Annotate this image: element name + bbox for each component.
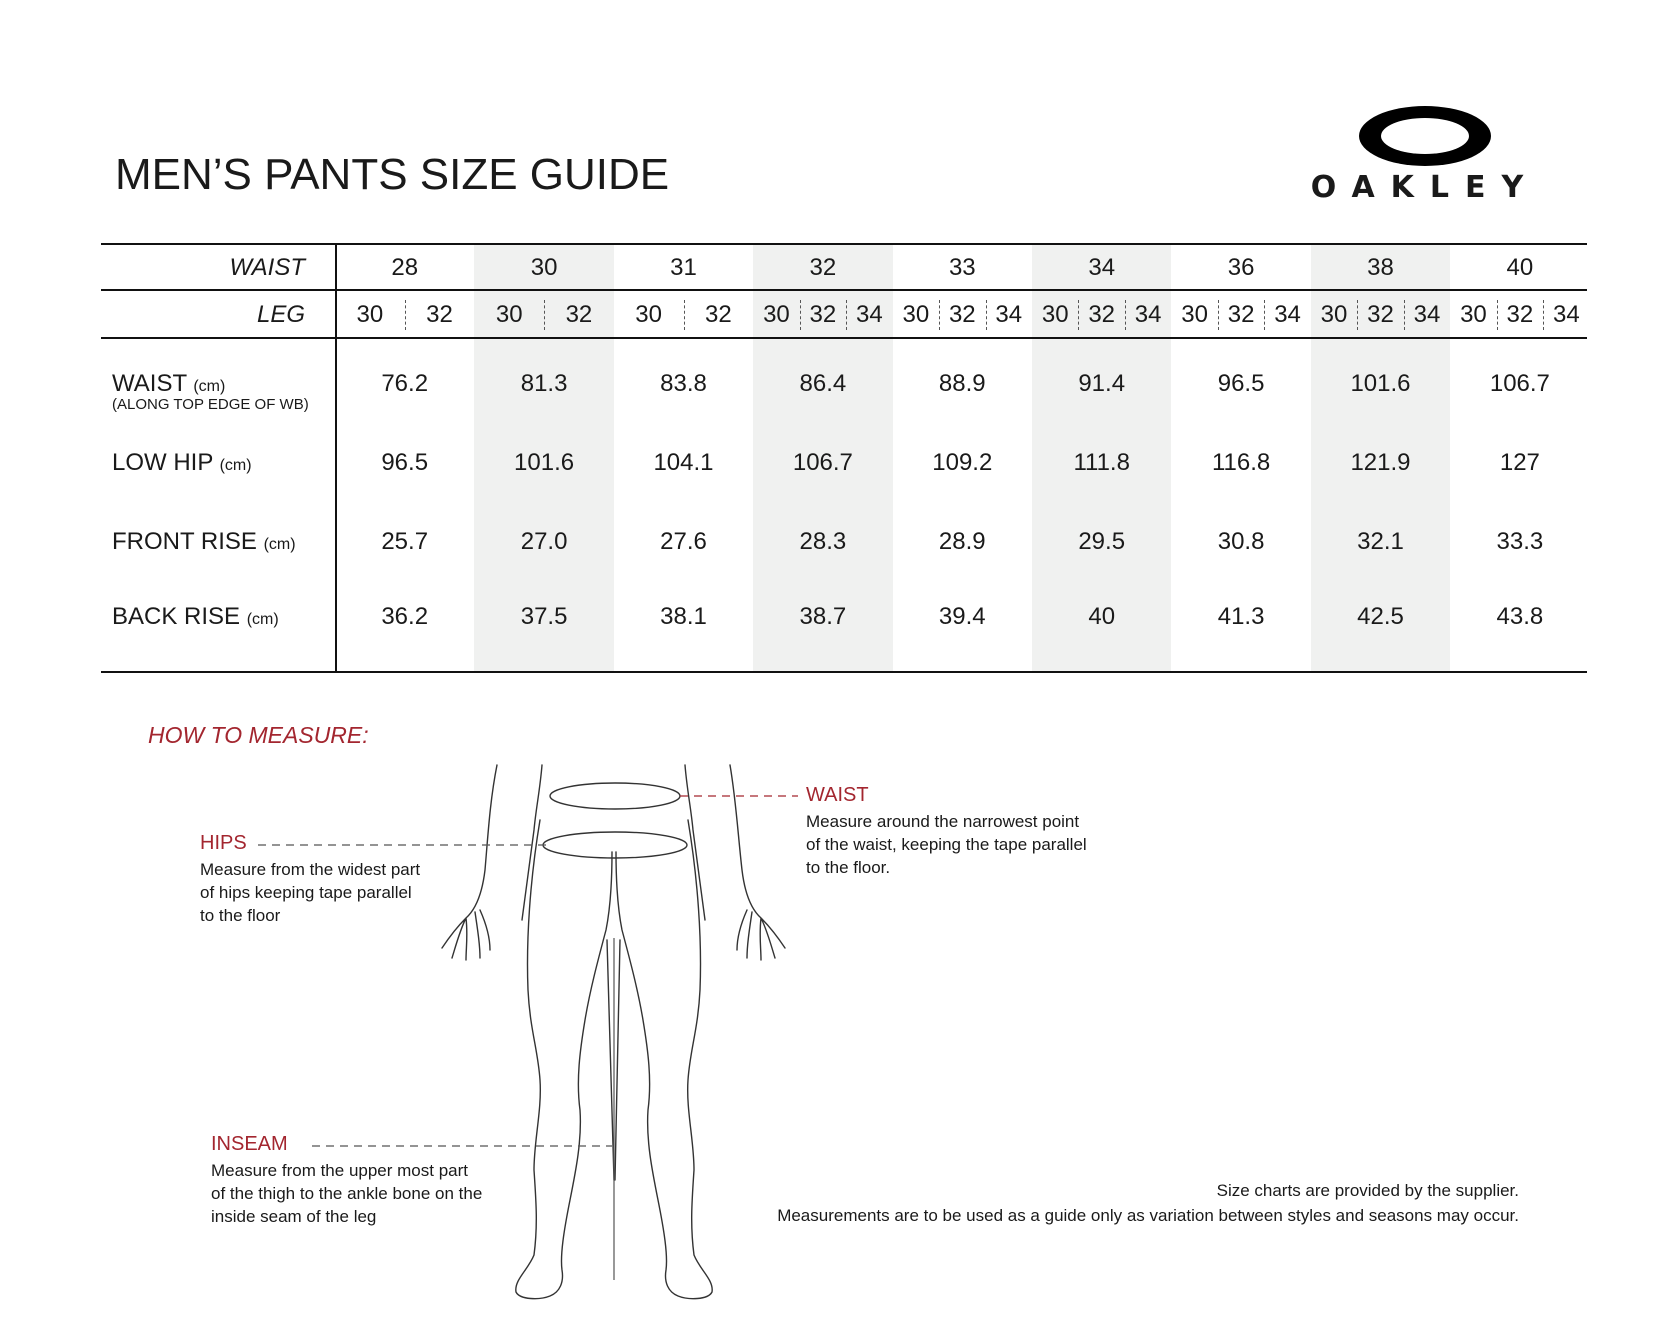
waist-size-header: 32 [809, 254, 837, 281]
waist-line-3: to the floor. [806, 858, 891, 877]
waist-size-header: 38 [1367, 254, 1394, 281]
hips-line-3: to the floor [200, 906, 281, 925]
leg-header: LEG [256, 301, 305, 328]
hips-title: HIPS [200, 832, 247, 854]
hips-description [200, 858, 520, 927]
table-cell: 28.9 [938, 528, 986, 555]
table-cell: 38.1 [660, 603, 707, 630]
table-cell: 106.7 [1489, 370, 1550, 397]
table-cell: 86.4 [799, 370, 847, 397]
leg-size-header: 30 [495, 301, 523, 328]
table-cell: 38.7 [799, 603, 847, 630]
leg-size-header: 32 [1506, 301, 1534, 328]
inseam-description [211, 1159, 531, 1228]
row-label [112, 528, 296, 556]
leg-size-header: 30 [356, 301, 384, 328]
page-title: MEN’S PANTS SIZE GUIDE [115, 150, 670, 199]
inseam-line-1: Measure from the upper most part [211, 1161, 469, 1180]
waist-size-header: 31 [670, 254, 697, 281]
waist-size-header: 34 [1088, 254, 1116, 281]
row-label-text: FRONT RISE [112, 528, 257, 555]
leg-separator [1404, 300, 1405, 330]
table-cell: 91.4 [1078, 370, 1126, 397]
leg-size-header: 32 [1367, 301, 1394, 328]
table-cell: 83.8 [660, 370, 707, 397]
row-label [112, 603, 279, 631]
leg-separator [1543, 300, 1544, 330]
table-cell: 88.9 [938, 370, 986, 397]
table-cell: 27.0 [520, 528, 568, 555]
table-cell: 104.1 [653, 449, 714, 476]
leg-separator [1125, 300, 1126, 330]
disclaimer-line-1: Size charts are provided by the supplier. [1216, 1181, 1519, 1200]
table-cell: 96.5 [1217, 370, 1265, 397]
leg-size-header: 34 [1134, 301, 1162, 328]
table-cell: 37.5 [520, 603, 568, 630]
leg-size-header: 30 [1041, 301, 1069, 328]
table-cell: 25.7 [381, 528, 429, 555]
hips-line-2: of hips keeping tape parallel [200, 883, 412, 902]
hips-connector-line [258, 840, 548, 850]
leg-size-header: 34 [1553, 301, 1580, 328]
waist-line-1: Measure around the narrowest point [806, 812, 1080, 831]
leg-separator [1218, 300, 1219, 330]
table-rule [101, 243, 1587, 245]
table-cell: 36.2 [381, 603, 429, 630]
leg-separator [1497, 300, 1498, 330]
table-cell: 32.1 [1357, 528, 1404, 555]
table-cell: 39.4 [938, 603, 986, 630]
how-to-measure-heading: HOW TO MEASURE: [148, 722, 369, 748]
table-cell: 121.9 [1350, 449, 1411, 476]
row-label-text: LOW HIP [112, 449, 213, 476]
leg-size-header: 30 [1181, 301, 1208, 328]
row-label-text: BACK RISE [112, 603, 241, 630]
table-cell: 41.3 [1217, 603, 1265, 630]
inseam-title: INSEAM [211, 1133, 288, 1155]
table-cell: 33.3 [1496, 528, 1544, 555]
waist-size-header: 36 [1227, 254, 1255, 281]
waist-size-header: 30 [530, 254, 558, 281]
table-cell: 96.5 [381, 449, 429, 476]
disclaimer-line-2: Measurements are to be used as a guide only as variation between styles and seasons may occur. [777, 1206, 1519, 1225]
table-cell: 106.7 [792, 449, 853, 476]
leg-separator [986, 300, 987, 330]
leg-size-header: 30 [902, 301, 930, 328]
row-sublabel: (ALONG TOP EDGE OF WB) [112, 396, 309, 413]
leg-separator [939, 300, 940, 330]
leg-size-header: 30 [1460, 301, 1487, 328]
table-cell: 28.3 [799, 528, 847, 555]
waist-size-header: 40 [1506, 254, 1534, 281]
waist-line-2: of the waist, keeping the tape parallel [806, 835, 1087, 854]
table-cell: 81.3 [520, 370, 568, 397]
row-unit: (cm) [246, 611, 279, 628]
row-unit: (cm) [263, 536, 296, 553]
hips-line-1: Measure from the widest part [200, 860, 421, 879]
waist-size-header: 28 [391, 254, 419, 281]
leg-size-header: 34 [1274, 301, 1301, 328]
leg-separator [1357, 300, 1358, 330]
leg-size-header: 30 [1320, 301, 1348, 328]
leg-size-header: 30 [635, 301, 662, 328]
leg-size-header: 30 [763, 301, 790, 328]
row-label [112, 449, 252, 477]
brand-wordmark: OAKLEY [1310, 170, 1540, 205]
leg-size-header: 32 [1088, 301, 1116, 328]
row-unit: (cm) [193, 378, 226, 395]
table-rule [101, 289, 1587, 291]
waist-size-header: 33 [948, 254, 976, 281]
table-cell: 43.8 [1496, 603, 1544, 630]
table-cell: 109.2 [932, 449, 993, 476]
row-label-text: WAIST [112, 370, 187, 397]
waist-description [806, 810, 1126, 879]
leg-size-header: 32 [704, 301, 732, 328]
leg-size-header: 34 [856, 301, 883, 328]
leg-size-header: 34 [1413, 301, 1441, 328]
table-cell: 101.6 [1350, 370, 1411, 397]
leg-separator [684, 300, 685, 330]
leg-size-header: 34 [995, 301, 1023, 328]
table-cell: 30.8 [1217, 528, 1265, 555]
row-unit: (cm) [219, 457, 252, 474]
leg-separator [846, 300, 847, 330]
leg-separator [1078, 300, 1079, 330]
table-cell: 40 [1088, 603, 1116, 630]
table-cell: 29.5 [1078, 528, 1126, 555]
table-cell: 42.5 [1357, 603, 1404, 630]
table-cell: 111.8 [1073, 449, 1130, 476]
table-cell: 27.6 [660, 528, 707, 555]
inseam-line-2: of the thigh to the ankle bone on the [211, 1184, 483, 1203]
row-label [112, 370, 225, 398]
leg-separator [405, 300, 406, 330]
leg-size-header: 32 [565, 301, 593, 328]
inseam-connector-line [312, 1141, 612, 1151]
leg-separator [800, 300, 801, 330]
table-rule [101, 337, 1587, 339]
disclaimer [777, 1178, 1519, 1228]
leg-size-header: 32 [948, 301, 976, 328]
table-cell: 101.6 [514, 449, 575, 476]
waist-header: WAIST [229, 254, 305, 281]
table-rule [101, 671, 1587, 673]
table-cell: 76.2 [381, 370, 429, 397]
waist-title: WAIST [806, 784, 869, 806]
leg-size-header: 32 [809, 301, 837, 328]
leg-separator [544, 300, 545, 330]
inseam-line-3: inside seam of the leg [211, 1207, 377, 1226]
leg-size-header: 32 [426, 301, 453, 328]
table-cell: 127 [1499, 449, 1540, 476]
table-cell: 116.8 [1211, 449, 1271, 476]
leg-size-header: 32 [1227, 301, 1255, 328]
leg-separator [1264, 300, 1265, 330]
